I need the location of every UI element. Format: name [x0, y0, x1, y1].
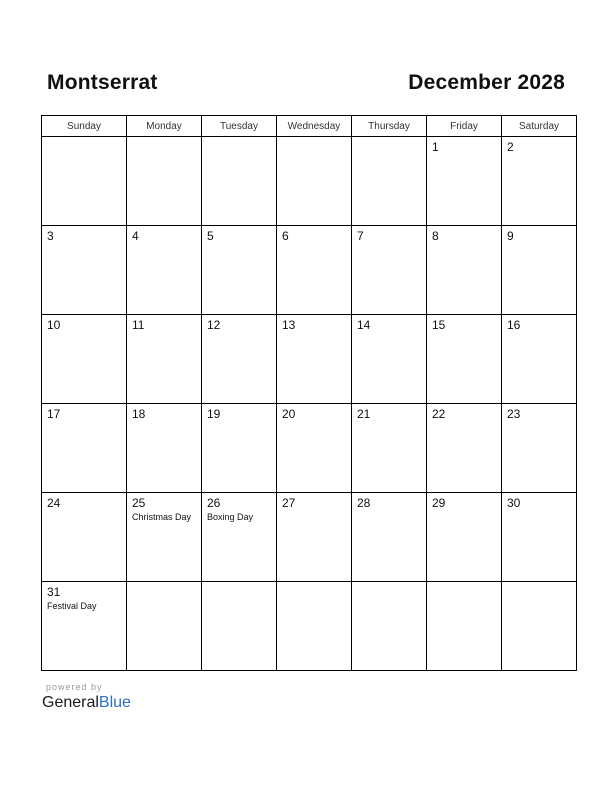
day-cell [42, 315, 127, 404]
day-cell [127, 493, 202, 582]
day-cell [127, 404, 202, 493]
day-number: 25 [132, 496, 146, 510]
day-number: 29 [432, 496, 446, 510]
day-number: 6 [282, 229, 289, 243]
day-number: 7 [357, 229, 364, 243]
month-year-title: December 2028 [408, 71, 565, 94]
day-cell [277, 315, 352, 404]
day-number: 14 [357, 318, 371, 332]
day-number: 18 [132, 407, 146, 421]
day-cell [42, 493, 127, 582]
day-cell [502, 315, 577, 404]
day-number: 21 [357, 407, 371, 421]
week-row [42, 137, 577, 226]
holiday-label: Boxing Day [207, 512, 254, 522]
day-cell [427, 315, 502, 404]
weekday-header: Thursday [352, 116, 427, 137]
day-cell [277, 137, 352, 226]
brand-general-text: General [42, 694, 99, 711]
week-row [42, 315, 577, 404]
day-cell [502, 404, 577, 493]
weekday-header: Monday [127, 116, 202, 137]
day-cell [352, 493, 427, 582]
day-number: 4 [132, 229, 139, 243]
day-cell [202, 404, 277, 493]
day-number: 9 [507, 229, 514, 243]
day-number: 30 [507, 496, 521, 510]
day-number: 19 [207, 407, 221, 421]
powered-by-text: powered by [46, 682, 103, 692]
day-number: 17 [47, 407, 61, 421]
day-cell [352, 137, 427, 226]
day-cell [202, 226, 277, 315]
week-row [42, 493, 577, 582]
day-cell [202, 493, 277, 582]
day-number: 20 [282, 407, 296, 421]
day-cell [427, 137, 502, 226]
day-cell [127, 226, 202, 315]
day-cell [502, 582, 577, 671]
day-cell [277, 582, 352, 671]
day-number: 1 [432, 140, 439, 154]
day-number: 23 [507, 407, 521, 421]
day-number: 22 [432, 407, 446, 421]
day-number: 31 [47, 585, 61, 599]
day-number: 16 [507, 318, 521, 332]
calendar-body [42, 137, 577, 671]
holiday-label: Festival Day [47, 601, 97, 611]
day-number: 5 [207, 229, 214, 243]
weekday-header: Friday [427, 116, 502, 137]
day-cell [42, 582, 127, 671]
day-number: 8 [432, 229, 439, 243]
day-cell [427, 404, 502, 493]
day-number: 15 [432, 318, 446, 332]
day-number: 11 [132, 318, 145, 332]
day-number: 12 [207, 318, 221, 332]
day-cell [42, 404, 127, 493]
day-cell [352, 404, 427, 493]
week-row [42, 582, 577, 671]
day-cell [277, 493, 352, 582]
day-cell [502, 137, 577, 226]
day-cell [277, 404, 352, 493]
day-cell [502, 226, 577, 315]
weekday-header: Tuesday [202, 116, 277, 137]
day-cell [352, 582, 427, 671]
day-cell [127, 137, 202, 226]
day-cell [202, 315, 277, 404]
day-cell [277, 226, 352, 315]
day-cell [502, 493, 577, 582]
week-row [42, 226, 577, 315]
day-number: 10 [47, 318, 61, 332]
day-number: 26 [207, 496, 221, 510]
day-cell [42, 137, 127, 226]
day-cell [427, 493, 502, 582]
weekday-header: Saturday [502, 116, 577, 137]
week-row [42, 404, 577, 493]
day-cell [352, 226, 427, 315]
day-cell [352, 315, 427, 404]
weekday-header: Sunday [42, 116, 127, 137]
day-number: 3 [47, 229, 54, 243]
day-cell [202, 582, 277, 671]
day-cell [127, 582, 202, 671]
calendar-grid [41, 115, 577, 671]
day-cell [127, 315, 202, 404]
day-number: 13 [282, 318, 296, 332]
weekday-header: Wednesday [277, 116, 352, 137]
day-number: 27 [282, 496, 296, 510]
day-number: 2 [507, 140, 514, 154]
holiday-label: Christmas Day [132, 512, 192, 522]
day-cell [42, 226, 127, 315]
brand-blue-text: Blue [98, 694, 131, 711]
country-title: Montserrat [47, 71, 158, 94]
day-number: 28 [357, 496, 371, 510]
day-number: 24 [47, 496, 61, 510]
day-cell [427, 582, 502, 671]
generalblue-logo [42, 694, 131, 712]
weekday-header-row [42, 116, 577, 137]
day-cell [202, 137, 277, 226]
day-cell [427, 226, 502, 315]
